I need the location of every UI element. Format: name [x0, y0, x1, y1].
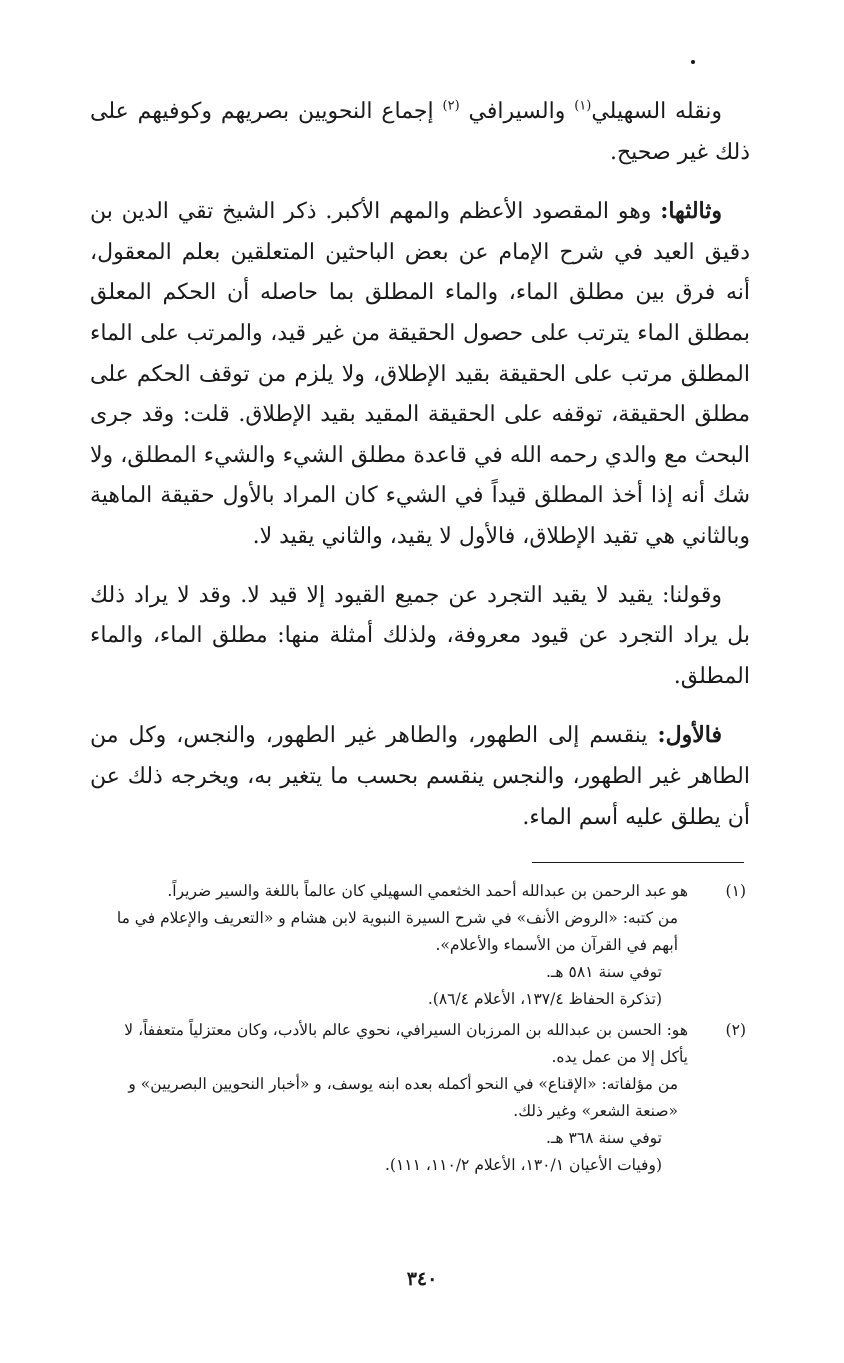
paragraph-4-text: ينقسم إلى الطهور، والطاهر غير الطهور، والنجس، وكل من الطاهر غير الطهور، والنجس ينقسم بحسب ما يتغير به، ويخرجه ذلك عن أن يطلق عليه أسم الماء.: [90, 723, 750, 830]
main-text: [90, 92, 750, 856]
footnote-1-line: توفي سنة ٥٨١ هـ.: [545, 963, 662, 981]
footnote-2: [96, 1017, 746, 1179]
footnote-separator: [532, 862, 744, 863]
footnotes: [96, 878, 746, 1183]
paragraph-1-text-c: إجماع النحويين بصريهم وكوفيهم على ذلك غير صحيح.: [90, 99, 750, 165]
paragraph-4: [90, 715, 750, 838]
footnote-2-line: (وفيات الأعيان ١٣٠/١، الأعلام ١١٠/٢، ١١١).: [384, 1156, 662, 1174]
footnote-2-number: (٢): [725, 1021, 746, 1039]
footnote-ref-2: (٢): [442, 98, 460, 114]
paragraph-1-text-a: ونقله السهيلي: [591, 99, 723, 124]
paragraph-2-heading: وثالثها:: [660, 198, 722, 225]
page-mark: [691, 60, 695, 64]
footnote-1-number: (١): [725, 882, 746, 900]
footnote-1-line: من كتبه: «الروض الأنف» في شرح السيرة النبوية لابن هشام و «التعريف والإعلام في ما أبهم في القرآن من الأسماء والأعلام».: [116, 909, 678, 954]
footnote-1-line: هو عبد الرحمن بن عبدالله أحمد الخثعمي السهيلي كان عالماً باللغة والسير ضريراً.: [167, 882, 688, 900]
footnote-1: [96, 878, 746, 1013]
paragraph-4-heading: فالأول:: [657, 722, 722, 749]
footnote-1-line: (تذكرة الحفاظ ١٣٧/٤، الأعلام ٨٦/٤).: [427, 990, 662, 1008]
paragraph-2: [90, 191, 750, 557]
footnote-2-line: هو: الحسن بن عبدالله بن المرزبان السيرافي، نحوي عالم بالأدب، وكان معتزلياً متعففاً، لا يأكل إلا من عمل يده.: [124, 1021, 688, 1066]
paragraph-2-text: وهو المقصود الأعظم والمهم الأكبر. ذكر الشيخ تقي الدين بن دقيق العيد في شرح الإمام عن بعض الباحثين المتعلقين بعلم المعقول، أنه فرق بين مطلق الماء، والماء المطلق بما حاصله أن الحكم المعلق بمطلق الماء يترتب على حصول الحقيقة من غير قيد، والمرتب على الماء المطلق مرتب على الحقيقة بقيد الإطلاق، ولا يلزم من توقف الحكم على مطلق الحقيقة، توقفه على الحقيقة المقيد بقيد الإطلاق. قلت: وقد جرى البحث مع والدي رحمه الله في قاعدة مطلق الشيء والشيء المطلق، ولا شك أنه إذا أخذ المطلق قيداً في الشيء كان المراد بالأول حقيقة الماهية وبالثاني هي تقيد الإطلاق، فالأول لا يقيد، والثاني يقيد لا.: [90, 199, 750, 549]
footnote-2-line: توفي سنة ٣٦٨ هـ.: [545, 1129, 662, 1147]
paragraph-1: [90, 92, 750, 173]
paragraph-3: وقولنا: يقيد لا يقيد التجرد عن جميع القيود إلا قيد لا. وقد لا يراد ذلك بل يراد التجرد عن قيود معروفة، ولذلك أمثلة منها: مطلق الماء، والماء المطلق.: [90, 582, 750, 689]
footnote-ref-1: (١): [574, 98, 592, 114]
page-number: ٣٤٠: [406, 1268, 438, 1290]
paragraph-1-text-b: والسيرافي: [459, 99, 575, 124]
footnote-2-line: من مؤلفاته: «الإقناع» في النحو أكمله بعده ابنه يوسف، و «أخبار النحويين البصريين» و «صنعة الشعر» وغير ذلك.: [128, 1075, 678, 1120]
